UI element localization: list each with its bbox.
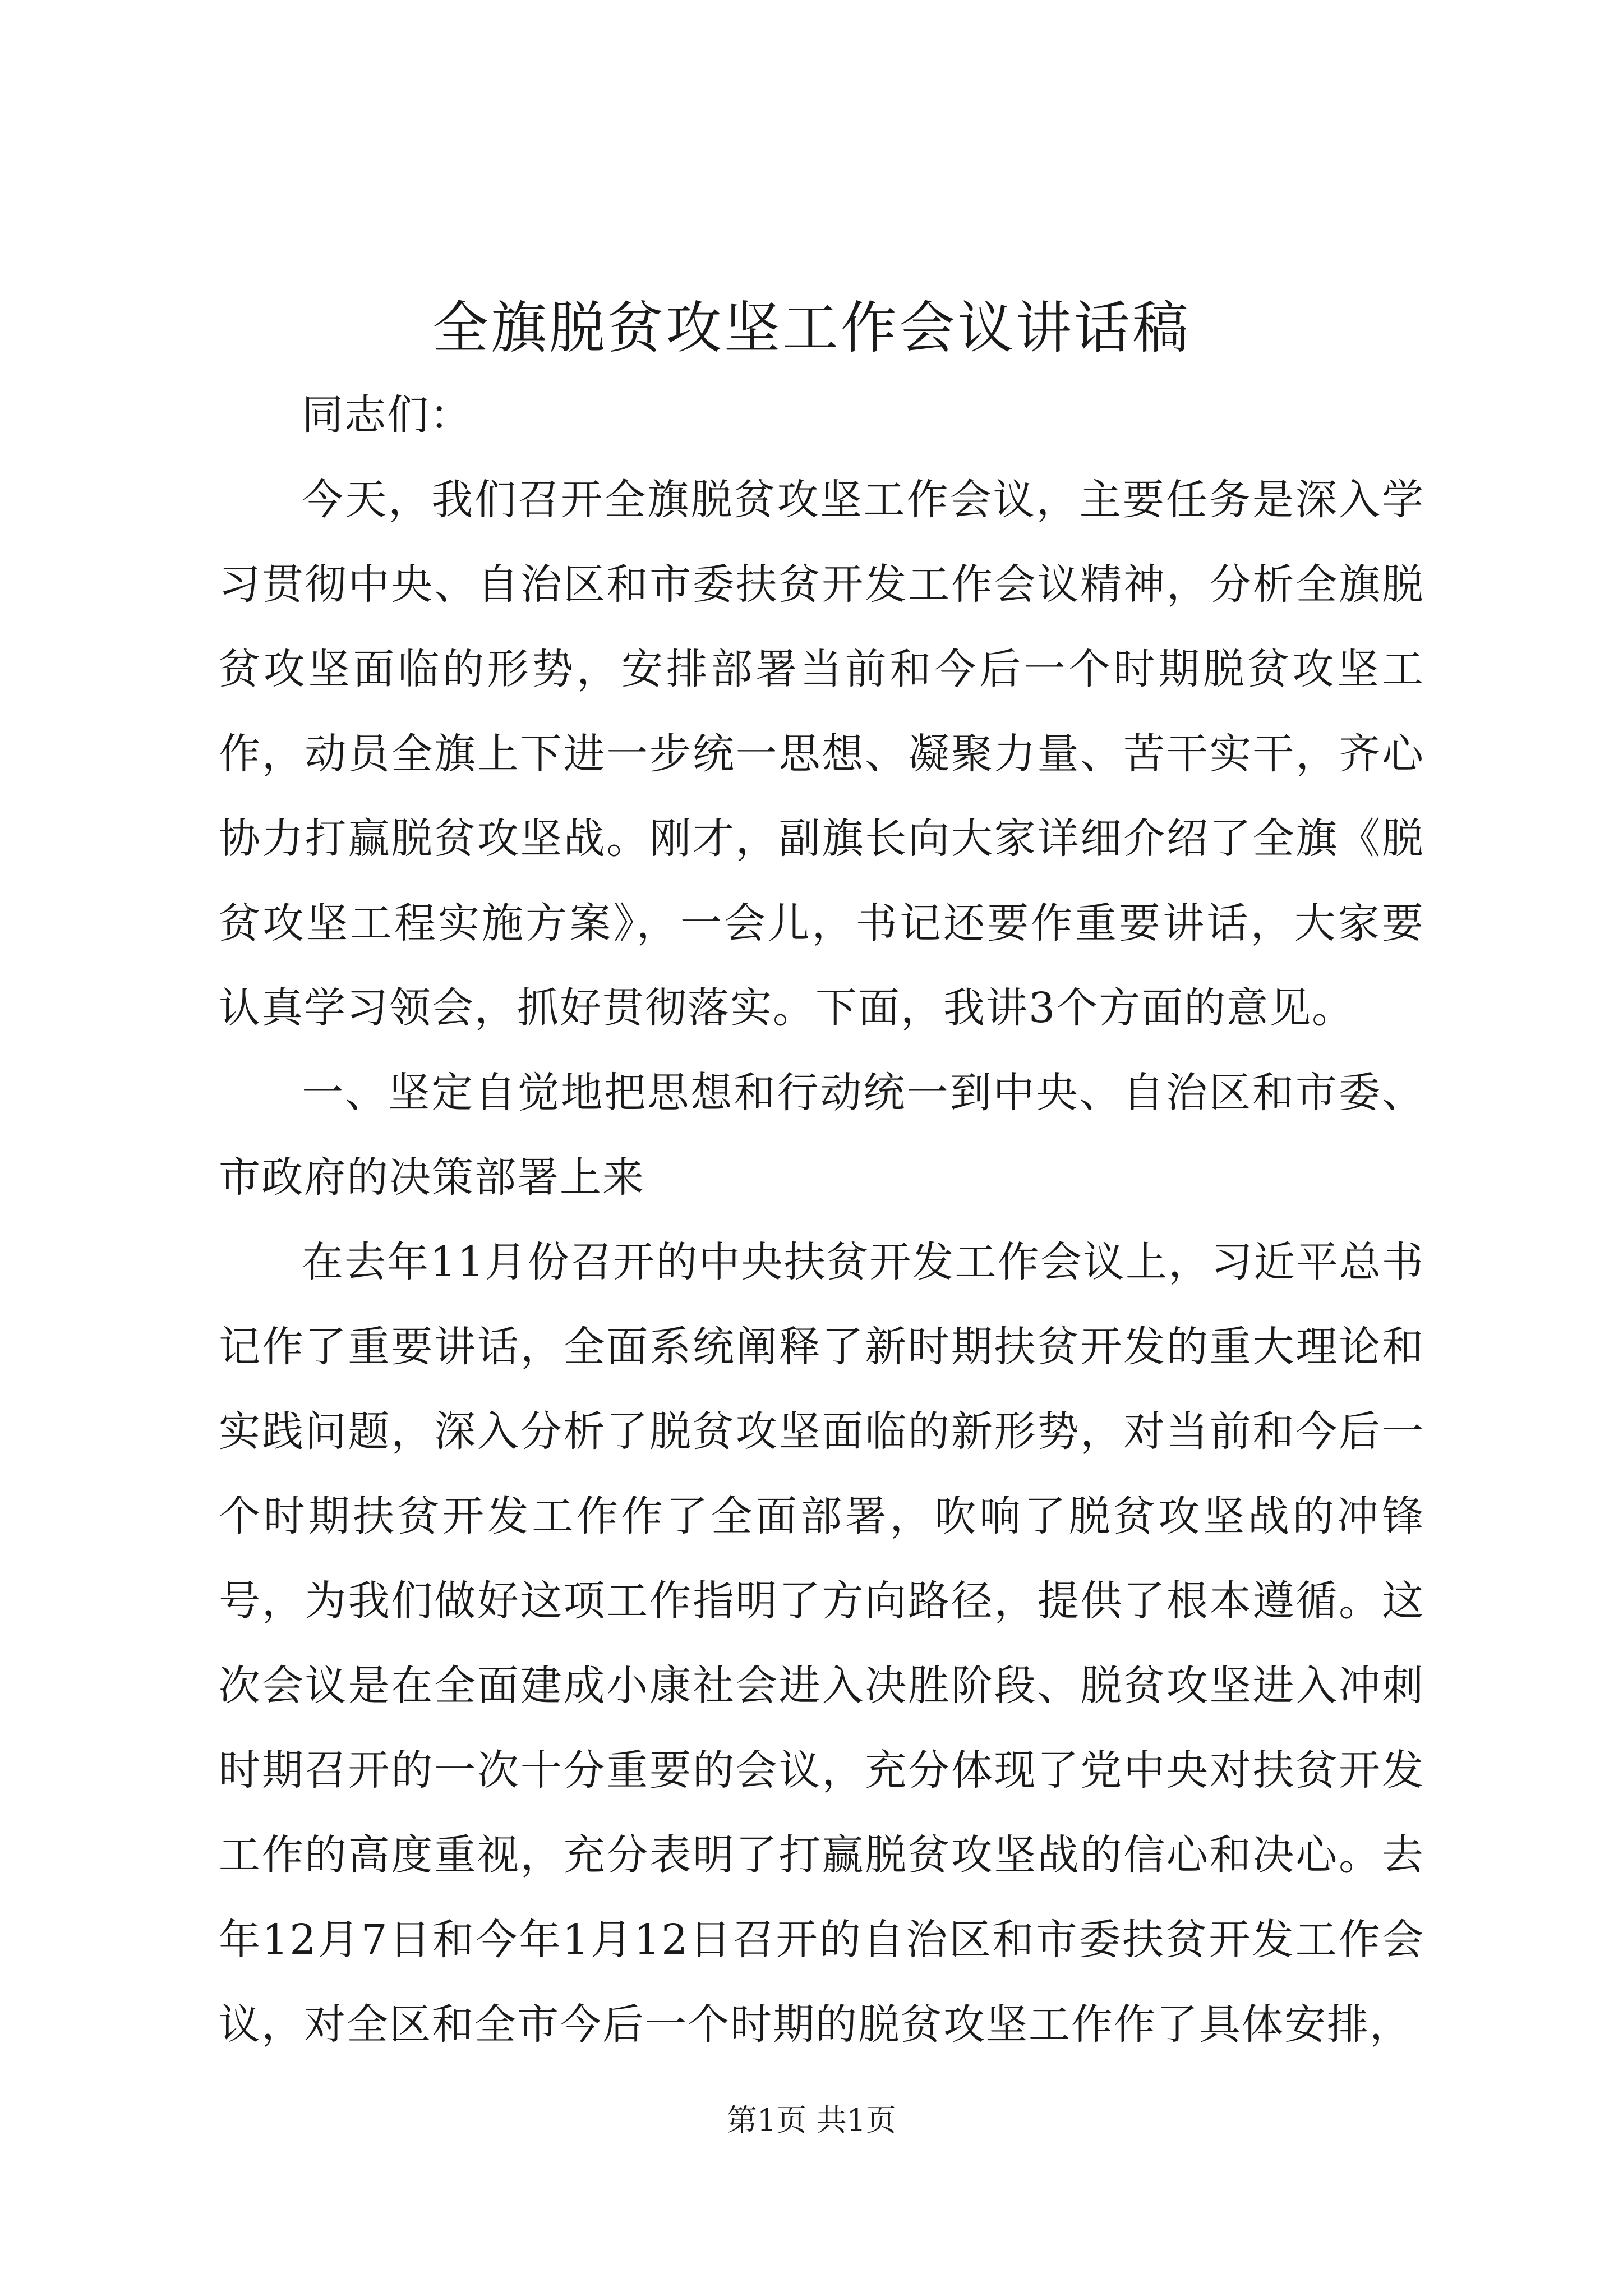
section-heading-1: 一、坚定自觉地把思想和行动统一到中央、自治区和市委、市政府的决策部署上来 [219,1069,1424,1202]
page-footer [0,2101,1623,2140]
intro-paragraph: 今天，我们召开全旗脱贫攻坚工作会议，主要任务是深入学习贯彻中央、自治区和市委扶贫开发工作会议精神，分析全旗脱贫攻坚面临的形势，安排部署当前和今后一个时期脱贫攻坚工作，动员全旗上下进一步统一思想、凝聚力量、苦干实干，齐心协力打赢脱贫攻坚战。刚才，副旗长向大家详细介绍了全旗《脱贫攻坚工程实施方案》，一会儿，书记还要作重要讲话，大家要认真学习领会，抓好贯彻落实。下面，我讲3个方面的意见。 [219,476,1424,1032]
salutation-paragraph: 同志们： [302,391,472,439]
body-paragraph: 在去年11月份召开的中央扶贫开发工作会议上，习近平总书记作了重要讲话，全面系统阐释了新时期扶贫开发的重大理论和实践问题，深入分析了脱贫攻坚面临的新形势，对当前和今后一个时期扶贫开发工作作了全面部署，吹响了脱贫攻坚战的冲锋号，为我们做好这项工作指明了方向路径，提供了根本遵循。这次会议是在全面建成小康社会进入决胜阶段、脱贫攻坚进入冲刺时期召开的一次十分重要的会议，充分体现了党中央对扶贫开发工作的高度重视，充分表明了打赢脱贫攻坚战的信心和决心。去年12月7日和今年1月12日召开的自治区和市委扶贫开发工作会议，对全区和全市今后一个时期的脱贫攻坚工作作了具体安排， [219,1238,1424,2049]
document-title: 全旗脱贫攻坚工作会议讲话稿 [432,295,1191,361]
page-number-label: 第1页 共1页 [727,2102,896,2138]
document-body [219,373,1424,2067]
